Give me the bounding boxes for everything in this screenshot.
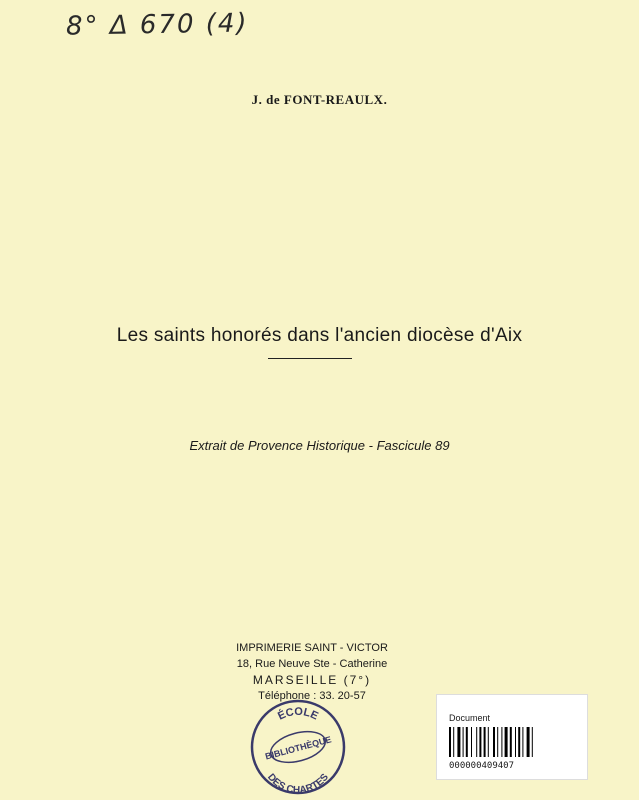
stamp-top-text: ÉCOLE: [276, 705, 320, 723]
imprint-block: [222, 640, 402, 704]
imprint-line-3: MARSEILLE (7°): [252, 673, 372, 687]
barcode-number: 000000409407: [449, 761, 515, 771]
author: J. de FONT-REAULX.: [251, 92, 388, 107]
stamp-middle-text: BIBLIOTHÈQUE: [264, 734, 333, 762]
barcode-icon: [449, 727, 577, 757]
barcode-title: Document: [449, 713, 491, 723]
handwritten-shelfmark: 8° Δ 670 (4): [65, 8, 249, 42]
svg-text:ÉCOLE: [276, 706, 320, 723]
stamp-bottom-text: DES CHARTES: [265, 771, 331, 796]
svg-text:DES CHARTES: [265, 772, 331, 796]
title-divider: [268, 358, 352, 359]
extract-line: Extrait de Provence Historique - Fascicule 89: [189, 438, 450, 453]
page-title: Les saints honorés dans l'ancien diocèse d'Aix: [116, 325, 523, 346]
library-stamp-icon: [249, 698, 347, 796]
imprint-line-1: IMPRIMERIE SAINT - VICTOR: [236, 642, 388, 654]
barcode-label: [436, 694, 588, 780]
imprint-line-4: Téléphone : 33. 20-57: [258, 690, 366, 702]
imprint-line-2: 18, Rue Neuve Ste - Catherine: [236, 658, 388, 670]
